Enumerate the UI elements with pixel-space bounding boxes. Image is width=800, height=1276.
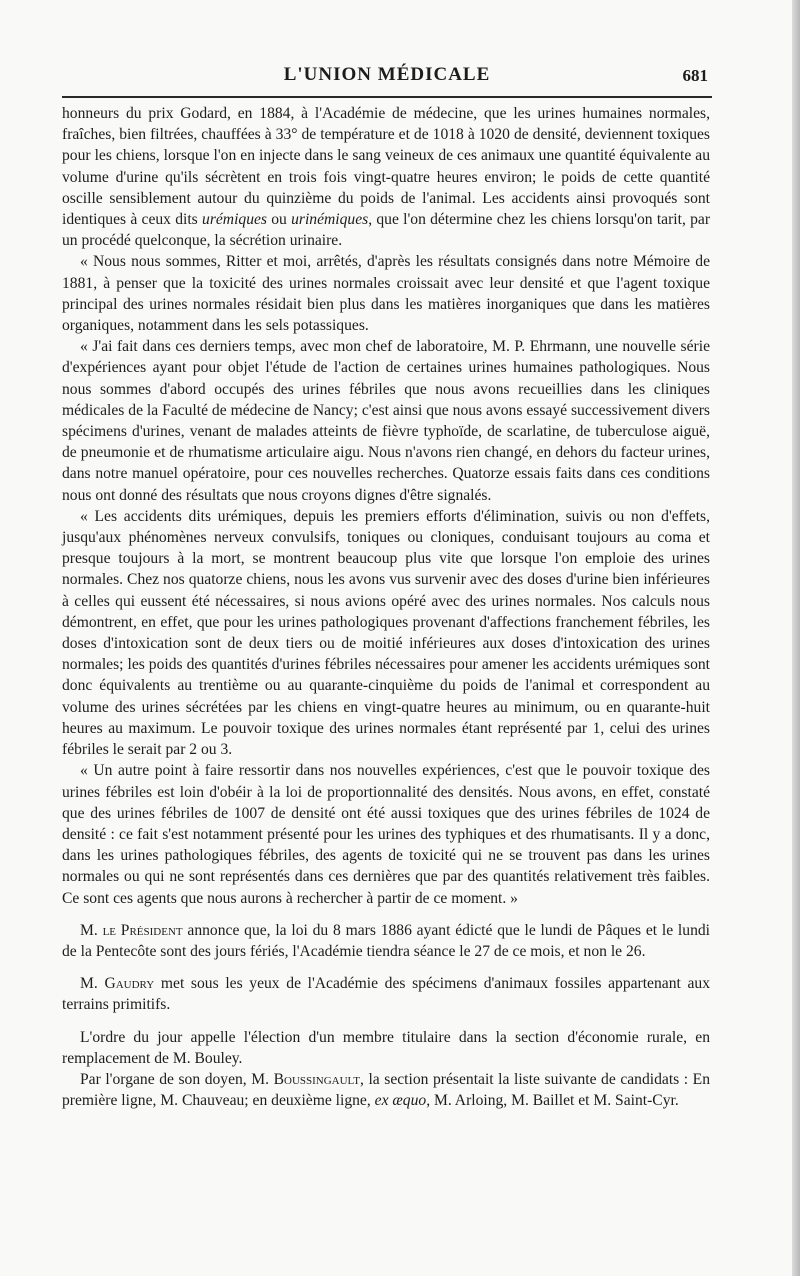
page-edge-shadow bbox=[792, 0, 800, 1276]
paragraph-text: ou bbox=[271, 211, 287, 229]
paragraph-text: annonce que, la loi du 8 mars 1886 ayant édicté que le lundi de Pâques et le lundi de la Pentecôte sont des jours fériés, l'Académie tiendra séance le 27 de ce mois, et non le 26. bbox=[62, 921, 710, 960]
journal-title: L'UNION MÉDICALE bbox=[283, 64, 491, 85]
speaker-prefix: M. bbox=[80, 921, 98, 939]
paragraph-election: L'ordre du jour appelle l'élection d'un membre titulaire dans la section d'économie rurale, en remplacement de M. Bouley. bbox=[62, 1028, 710, 1067]
paragraph-quote-3: « Les accidents dits urémiques, depuis les premiers efforts d'élimination, suivis ou non d'effets, jusqu'aux phénomènes nerveux convulsifs, toniques ou cloniques, conduisant toujours au coma et presque toujours à la mort, se montrent beaucoup plus vite que lorsque l'on emploie des urines normales. Chez nos quatorze chiens, nous les avons vus survenir avec des doses d'urine bien inférieures à celles qui eussent été nécessaires, si nous avions opéré avec des urines normales. Nos calculs nous démontrent, en effet, que pour les urines pathologiques provenant d'affections franchement fébriles, les doses d'intoxication sont de deux tiers ou de moitié inférieures aux doses d'intoxication des urines normales; les poids des quantités d'urines fébriles nécessaires pour amener les accidents urémiques sont donc équivalents au trentième ou au quarante-cinquième du poids de l'animal et correspondent au volume des urines sécrétées par les chiens en vingt-quatre heures au minimum, ou en quarante-huit heures au maximum. Le pouvoir toxique des urines normales étant représenté par 1, celui des urines fébriles le serait par 2 ou 3. bbox=[62, 507, 710, 759]
paragraph-text: honneurs du prix Godard, en 1884, à l'Académie de médecine, que les urines humaines normales, fraîches, bien filtrées, chauffées à 33° de température et de 1018 à 1020 de densité, deviennent toxiques pour les chiens, lorsque l'on en injecte dans le sang veineux de ces animaux une quantité équivalente au volume d'urine qu'ils sécrètent en trois fois vingt-quatre heures environ; le poids de cette quantité oscille sensiblement autour du quinzième du poids de l'animal. Les accidents ainsi provoqués sont identiques à ceux dits bbox=[62, 105, 710, 229]
paragraph-quote-4: « Un autre point à faire ressortir dans nos nouvelles expériences, c'est que le pouvoir toxique des urines fébriles est loin d'obéir à la loi de proportionnalité des densités. Nous avons, en effet, constaté que des urines fébriles de 1007 de densité ont été aussi toxiques que des urines fébriles de 1024 de densité : ce fait s'est notamment présenté pour les urines des typhiques et des rhumatisants. Il y a donc, dans les urines pathologiques fébriles, des agents de toxicité qui ne se trouvent pas dans les urines normales ou qui ne sont représentés dans ces dernières que par des quantités relativement très faibles. Ce sont ces agents que nous aurons à rechercher à partir de ce moment. » bbox=[62, 762, 710, 907]
paragraph-quote-2: « J'ai fait dans ces derniers temps, avec mon chef de laboratoire, M. P. Ehrmann, une nouvelle série d'expériences ayant pour objet l'étude de l'action de certaines urines humaines pathologiques. Nous nous sommes d'abord occupés des urines fébriles que nous avons recueillies dans les cliniques médicales de la Faculté de médecine de Nancy; c'est ainsi que nous avons essayé successivement divers spécimens d'urines, venant de malades atteints de fièvre typhoïde, de scarlatine, de tuberculose aiguë, de pneumonie et de rhumatisme articulaire aigu. Nous n'avons rien changé, en dehors du facteur urines, dans notre manuel opératoire, pour ces nouvelles recherches. Quatorze essais faits dans ces conditions nous ont donné des résultats que nous croyons dignes d'être signalés. bbox=[62, 338, 710, 504]
paragraph-text: , M. Arloing, M. Baillet et M. Saint-Cyr. bbox=[426, 1092, 679, 1110]
paragraph-continuation bbox=[62, 103, 710, 251]
paragraph-text: Par l'organe de son doyen, M. bbox=[80, 1070, 270, 1088]
paragraph-text: met sous les yeux de l'Académie des spécimens d'animaux fossiles appartenant aux terrains primitifs. bbox=[62, 975, 710, 1014]
italic-term: urinémiques bbox=[291, 211, 369, 229]
paragraph-text: , que l'on détermine chez les chiens lorsqu'on tarit, par un procédé quelconque, la sécrétion urinaire. bbox=[62, 211, 711, 250]
paragraph-candidates bbox=[62, 1069, 710, 1111]
paragraph-gaudry bbox=[62, 973, 710, 1015]
speaker-prefix: M. bbox=[80, 975, 98, 993]
paragraph-text: , la section présentait la liste suivante de candidats : En première ligne, M. Chauveau; en deuxième ligne, bbox=[62, 1070, 711, 1110]
speaker-name: le Président bbox=[102, 921, 183, 939]
paragraph-quote-1: « Nous nous sommes, Ritter et moi, arrêtés, d'après les résultats consignés dans notre Mémoire de 1881, à penser que la toxicité des urines normales croissait avec leur densité et que l'agent toxique principal des urines normales résidait bien plus dans les matières inorganiques que dans les matières organiques, notamment dans les sels potassiques. bbox=[62, 253, 710, 335]
page-number: 681 bbox=[682, 66, 708, 85]
article-body bbox=[62, 103, 710, 1111]
italic-term: ex æquo bbox=[374, 1092, 427, 1110]
italic-term: urémiques bbox=[202, 211, 267, 229]
speaker-name: Boussingault bbox=[273, 1070, 360, 1088]
speaker-name: Gaudry bbox=[104, 975, 155, 993]
header-rule bbox=[62, 96, 712, 98]
paragraph-president bbox=[62, 920, 710, 962]
running-header bbox=[62, 60, 712, 90]
